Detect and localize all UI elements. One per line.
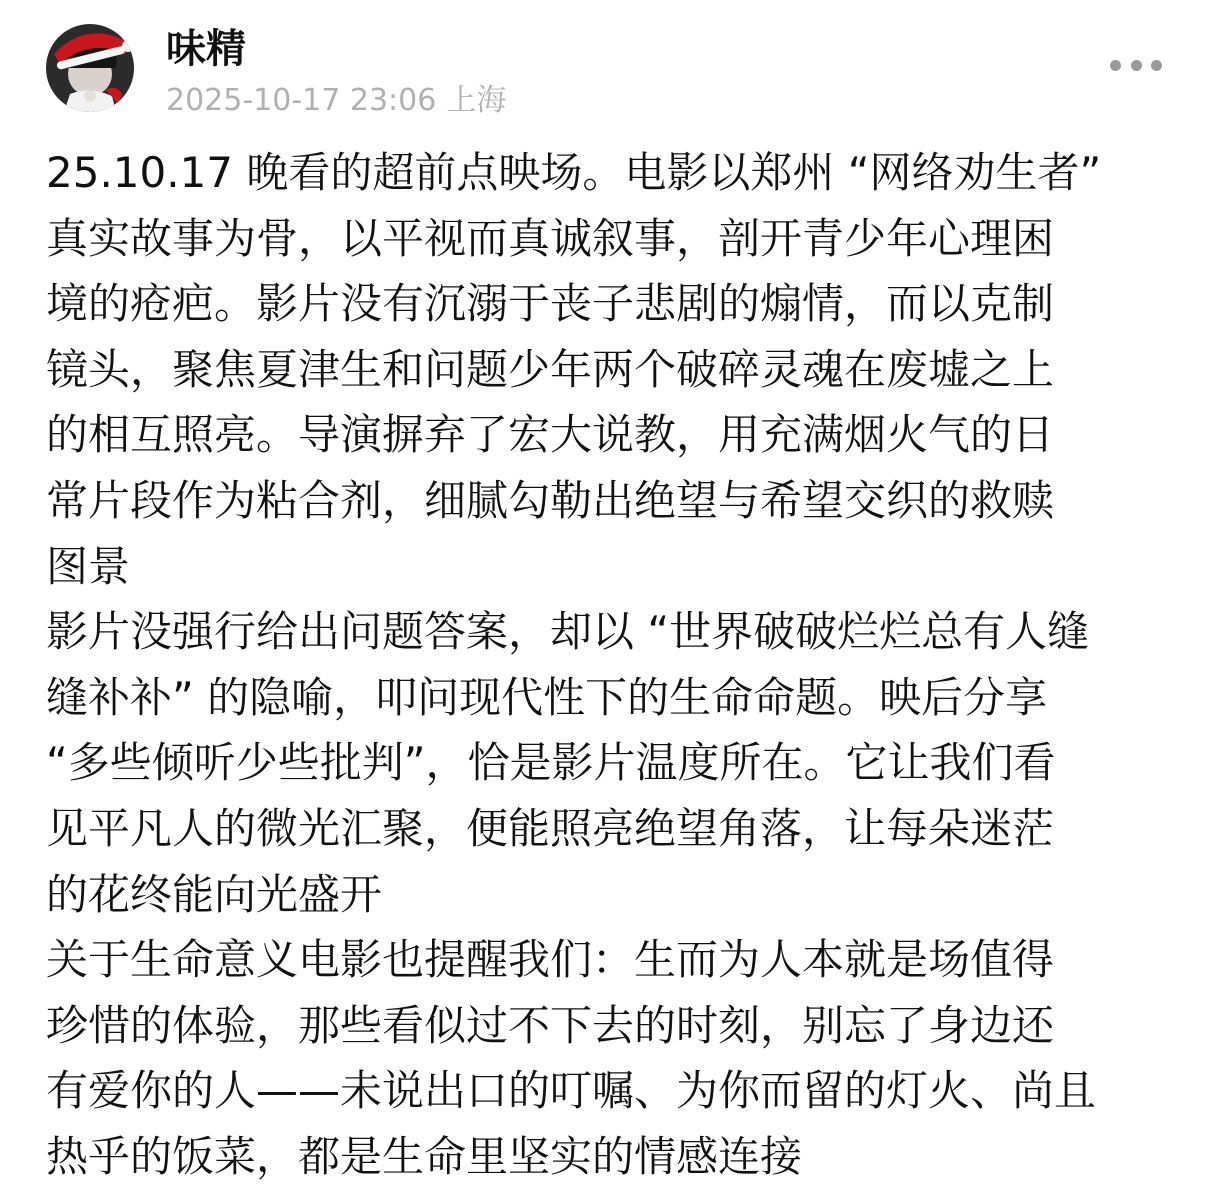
- post-text-line: 常片段作为粘合剂，细腻勾勒出绝望与希望交织的救赎: [46, 475, 1055, 525]
- post-header: [0, 0, 1206, 130]
- more-horizontal-icon: [1110, 60, 1121, 71]
- post-text-line: 镜头，聚焦夏津生和问题少年两个破碎灵魂在废墟之上: [46, 344, 1055, 394]
- author-name[interactable]: 味精: [166, 26, 246, 72]
- post-text-line: 关于生命意义电影也提醒我们：生而为人本就是场值得: [46, 935, 1055, 985]
- more-options-button[interactable]: [1110, 50, 1162, 80]
- post-text-line: 图景: [46, 541, 131, 591]
- post-text-line: 缝补补” 的隐喻，叩问现代性下的生命命题。映后分享: [46, 672, 1048, 722]
- post-text-line: 25.10.17 晚看的超前点映场。电影以郑州 “网络劝生者”: [46, 148, 1102, 197]
- post-text-line: 有爱你的人——未说出口的叮嘱、为你而留的灯火、尚且: [46, 1066, 1097, 1116]
- post-text-line: 影片没强行给出问题答案，却以 “世界破破烂烂总有人缝: [46, 607, 1090, 657]
- more-horizontal-icon: [1131, 60, 1142, 71]
- post-text-line: 热乎的饭菜，都是生命里坚实的情感连接: [46, 1131, 803, 1181]
- post-content: [46, 140, 1162, 1190]
- avatar-image: [46, 24, 134, 112]
- post-meta: [166, 82, 506, 120]
- post-text-line: “多些倾听少些批判”，恰是影片温度所在。它让我们看: [46, 738, 1056, 788]
- post-text-line: 见平凡人的微光汇聚，便能照亮绝望角落，让每朵迷茫: [46, 803, 1055, 853]
- post-text-line: 珍惜的体验，那些看似过不下去的时刻，别忘了身边还: [46, 1000, 1055, 1050]
- avatar[interactable]: [46, 24, 134, 112]
- post-location: 上海: [446, 83, 507, 118]
- post-text-line: 真实故事为骨，以平视而真诚叙事，剖开青少年心理困: [46, 213, 1055, 263]
- post-text-line: 境的疮疤。影片没有沉溺于丧子悲剧的煽情，而以克制: [46, 279, 1055, 329]
- post-date: 2025-10-17 23:06: [166, 83, 437, 118]
- post-text-line: 的花终能向光盛开: [46, 869, 383, 919]
- post-text-line: 的相互照亮。导演摒弃了宏大说教，用充满烟火气的日: [46, 410, 1055, 460]
- more-horizontal-icon: [1151, 60, 1162, 71]
